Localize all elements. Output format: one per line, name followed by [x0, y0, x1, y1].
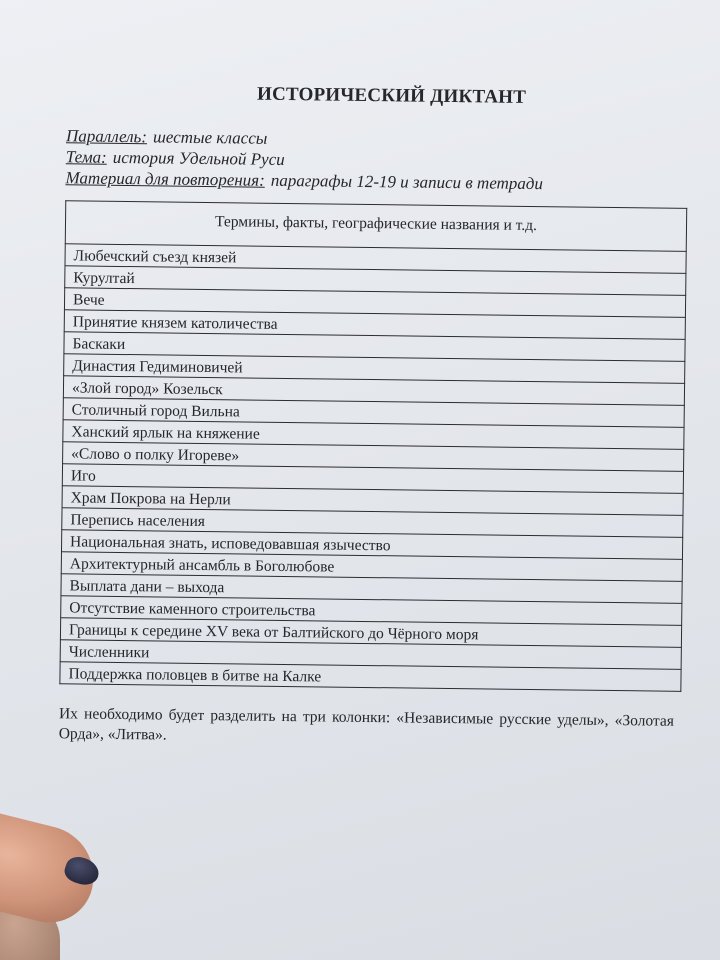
term-cell: Курултай: [65, 266, 686, 296]
term-cell: Отсутствие каменного строительства: [61, 596, 682, 626]
term-cell: Границы к середине XV века от Балтийского до Чёрного моря: [60, 618, 681, 648]
meta-material-key: Материал для повторения:: [65, 168, 265, 190]
term-cell: «Злой город» Козельск: [63, 376, 684, 406]
meta-parallel-key: Параллель:: [65, 126, 148, 147]
term-cell: Архитектурный ансамбль в Боголюбове: [61, 552, 682, 582]
term-cell: Ханский ярлык на княжение: [63, 420, 684, 450]
term-cell: Принятие князем католичества: [64, 310, 685, 340]
term-cell: Национальная знать, исповедовавшая язычество: [61, 530, 682, 560]
meta-parallel-value: шестые классы: [152, 127, 268, 148]
term-cell: Выплата дани – выхода: [61, 574, 682, 604]
term-cell: Поддержка половцев в битве на Калке: [60, 662, 681, 692]
term-cell: Любечский съезд князей: [65, 244, 686, 274]
meta-material-value: параграфы 12-19 и записи в тетради: [270, 170, 544, 194]
instruction-note: Их необходимо будет разделить на три колонки: «Независимые русские уделы», «Золотая Орда», «Литва».: [58, 705, 675, 744]
terms-table-body: [60, 244, 686, 692]
term-cell: Столичный город Вильна: [63, 398, 684, 428]
term-cell: Численники: [60, 640, 681, 670]
meta-topic-value: история Удельной Руси: [112, 147, 285, 169]
term-cell: «Слово о полку Игореве»: [63, 442, 684, 472]
term-cell: Перепись населения: [62, 508, 683, 538]
document-title: ИСТОРИЧЕСКИЙ ДИКТАНТ: [256, 83, 527, 108]
terms-table: [59, 200, 687, 692]
terms-table-header: Термины, факты, географические названия и т.д.: [65, 201, 686, 252]
term-cell: Вече: [64, 288, 685, 318]
document-body: [59, 81, 697, 752]
terms-table-header-row: [65, 201, 686, 252]
term-cell: Баскаки: [64, 332, 685, 362]
term-cell: Иго: [62, 464, 683, 494]
term-cell: Храм Покрова на Нерли: [62, 486, 683, 516]
term-cell: Династия Гедиминовичей: [64, 354, 685, 384]
meta-topic-key: Тема:: [65, 147, 107, 167]
